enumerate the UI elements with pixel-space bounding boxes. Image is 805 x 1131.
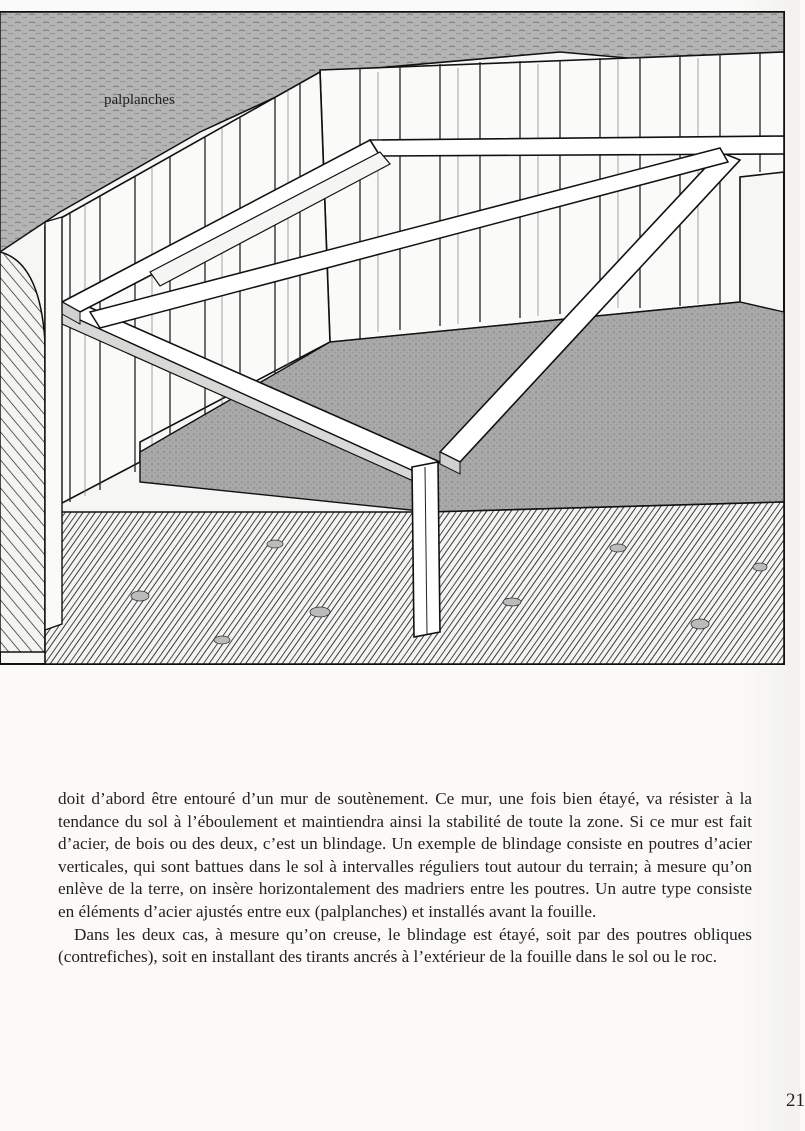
steel-column <box>412 462 440 637</box>
paragraph-1: doit d’abord être entouré d’un mur de soutènement. Ce mur, une fois bien étayé, va résister à la tendance du sol à l’éboulement et maintiendra ainsi la stabilité de toute la zone. Si ce mur est fait d’acier, de bois ou des deux, c’est un blindage. Un exemple de blindage consiste en poutres d’acier verticales, qui sont battues dans le sol à intervalles réguliers tout autour du terrain; à mesure qu’on enlève de la terre, on insère horizontalement des madriers entre les poutres. Un autre type consiste en éléments d’acier ajustés entre eux (palplanches) et installés avant la fouille. <box>58 789 752 921</box>
palplanches-label: palplanches <box>104 92 175 108</box>
paragraph-2: Dans les deux cas, à mesure qu’on creuse, le blindage est étayé, soit par des poutres obliques (contrefiches), soit en installant des tirants ancrés à l’extérieur de la fouille dans le sol ou le roc. <box>58 924 752 967</box>
excavation-shoring-illustration <box>0 12 784 664</box>
sheet-pile-front <box>45 217 62 630</box>
earth-cross-section-left <box>0 252 45 652</box>
body-text <box>58 788 752 969</box>
page-number: 21 <box>786 1090 805 1111</box>
